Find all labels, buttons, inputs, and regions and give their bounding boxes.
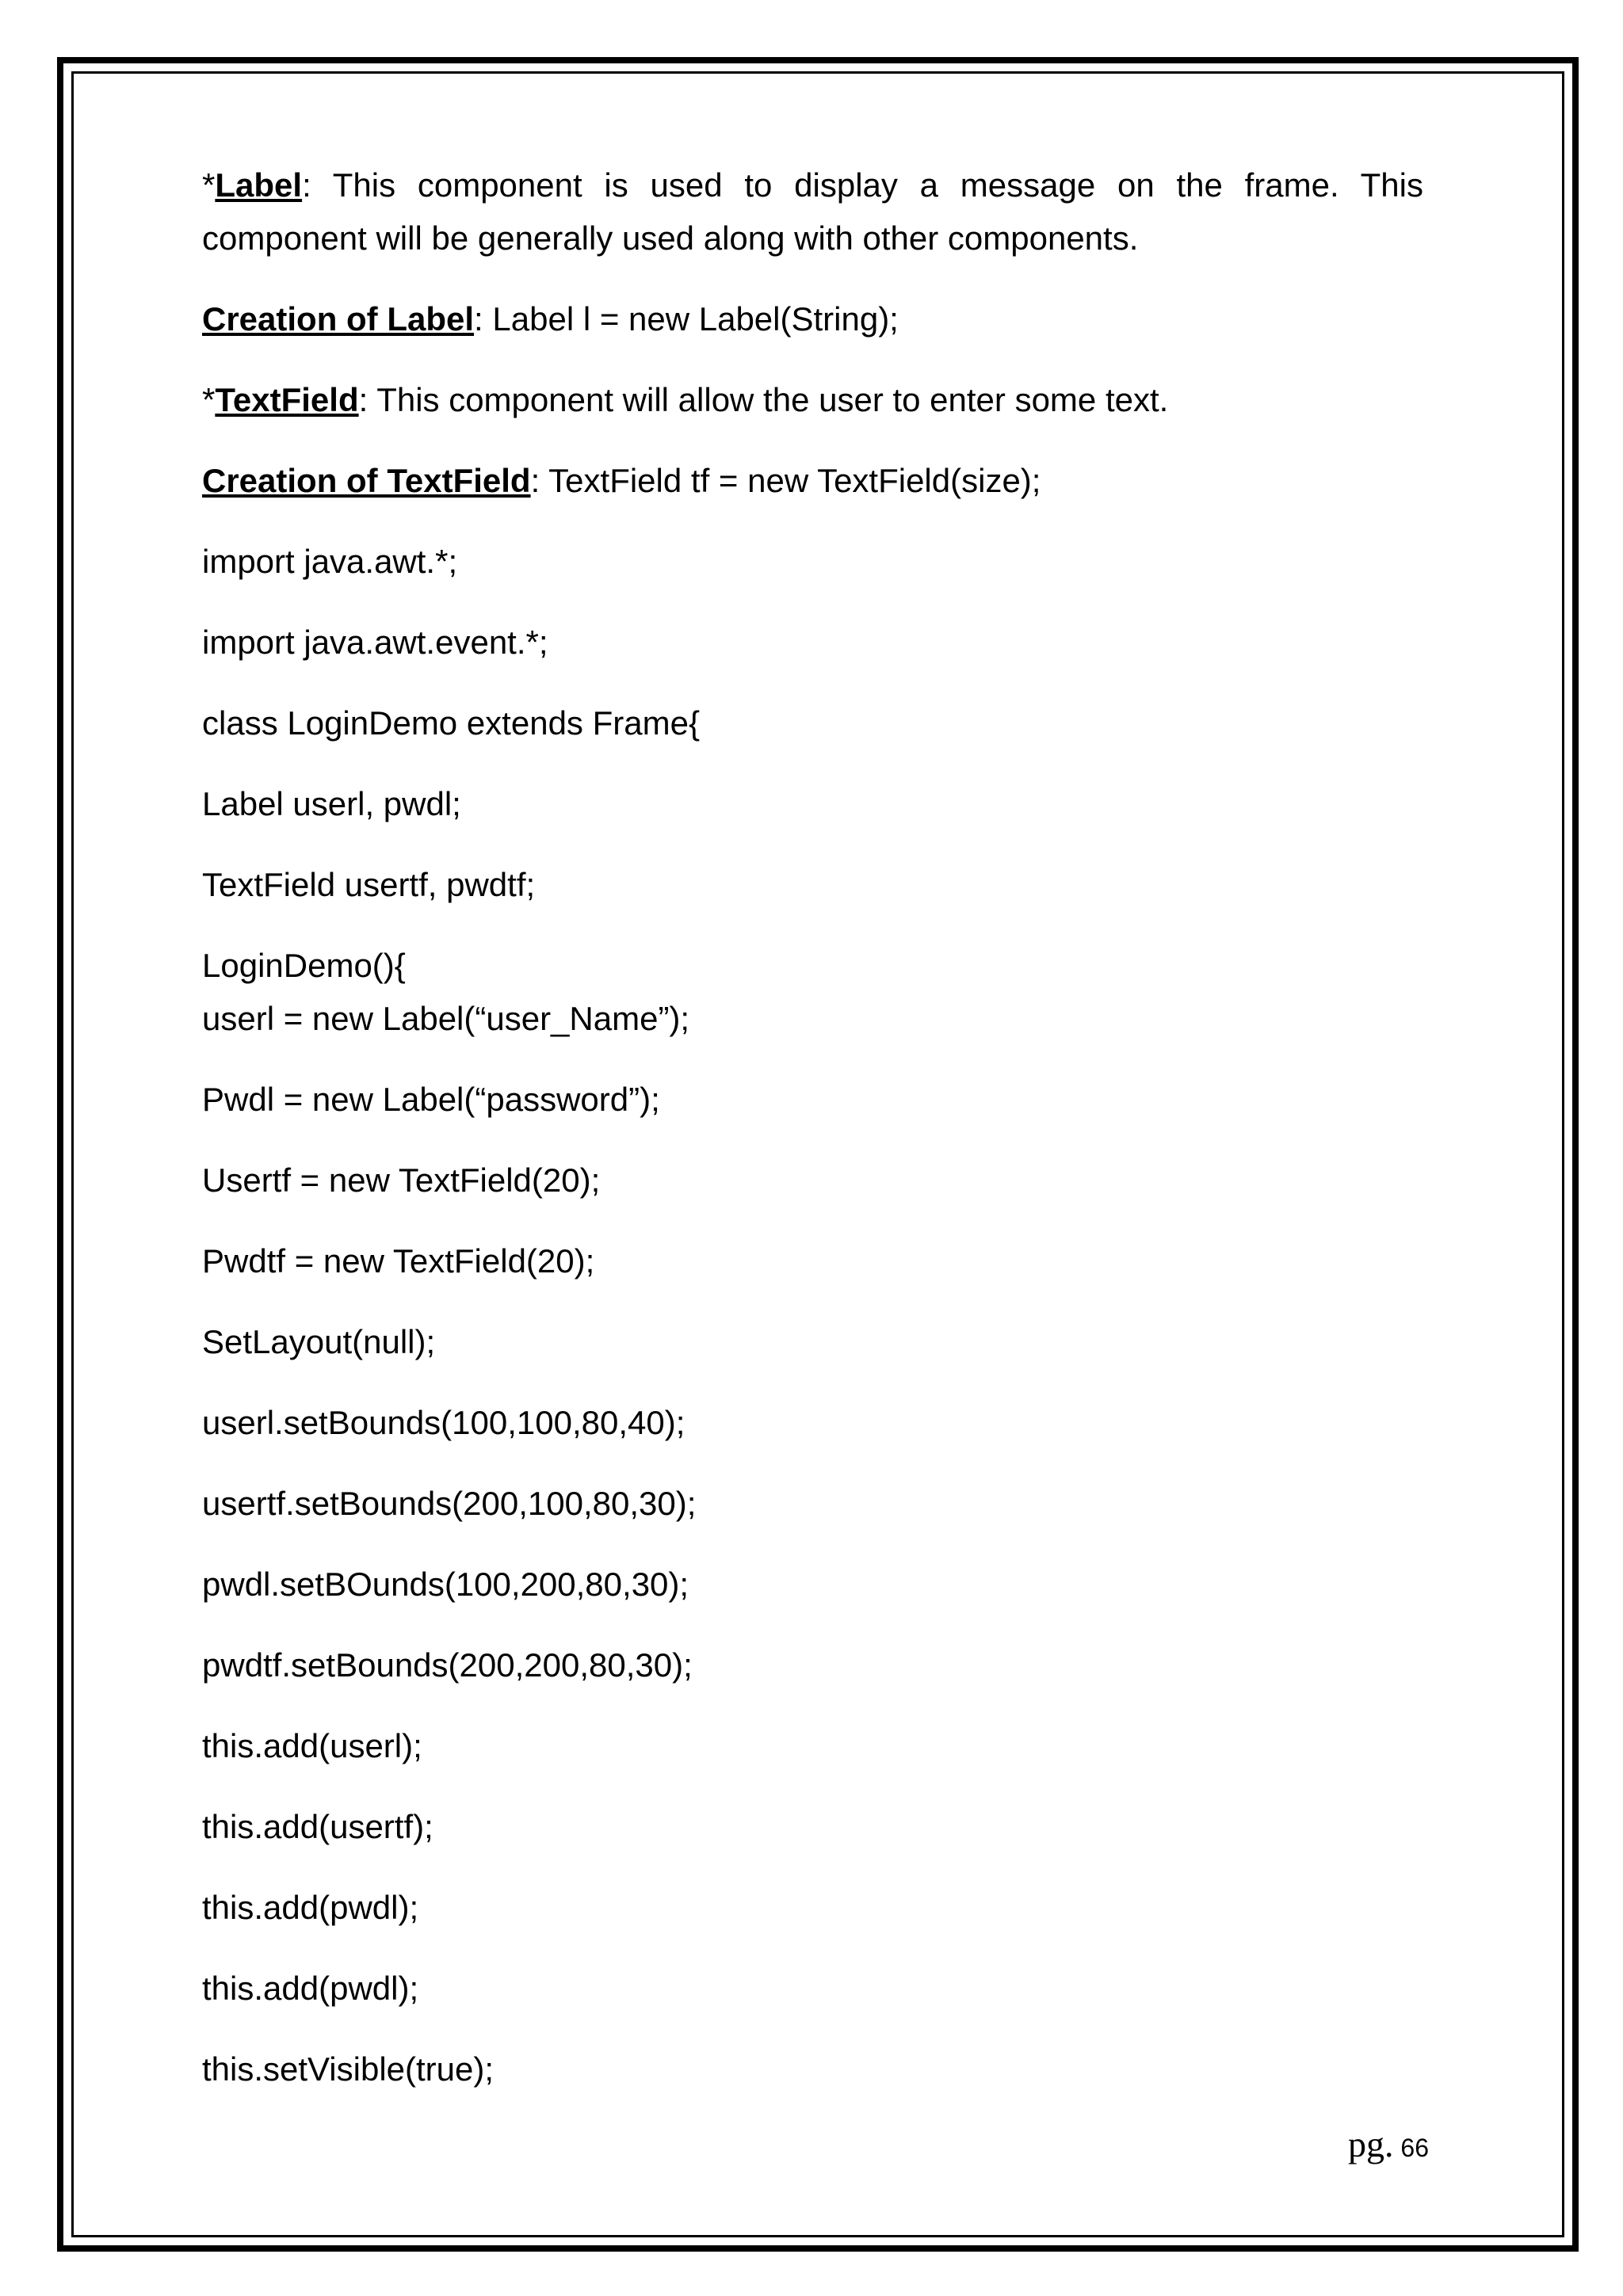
label-prefix: *: [202, 166, 216, 204]
page-number-value: 66: [1400, 2134, 1429, 2162]
code-line: pwdtf.setBounds(200,200,80,30);: [202, 1646, 693, 1684]
label-definition-text: : This component is used to display a message on the frame. This component will be generally used along with other components.: [202, 166, 1423, 257]
textfield-term: TextField: [215, 381, 359, 418]
code-line: usertf.setBounds(200,100,80,30);: [202, 1485, 697, 1522]
textfield-prefix: *: [202, 381, 216, 418]
textfield-creation-text: : TextField tf = new TextField(size);: [530, 462, 1041, 499]
code-line: this.add(pwdl);: [202, 1889, 419, 1926]
code-line: pwdl.setBOunds(100,200,80,30);: [202, 1566, 689, 1603]
code-line: LoginDemo(){: [202, 947, 406, 984]
label-definition: [202, 158, 1423, 265]
code-line: TextField usertf, pwdtf;: [202, 866, 536, 903]
label-creation: [202, 292, 1423, 345]
code-line: Pwdl = new Label(“password”);: [202, 1081, 660, 1118]
code-line: userl.setBounds(100,100,80,40);: [202, 1404, 685, 1441]
code-line: this.setVisible(true);: [202, 2050, 495, 2088]
code-line: this.add(userl);: [202, 1727, 422, 1764]
label-creation-term: Creation of Label: [202, 300, 475, 338]
code-line: this.add(usertf);: [202, 1808, 433, 1845]
code-line: import java.awt.event.*;: [202, 624, 548, 661]
code-line: import java.awt.*;: [202, 543, 458, 580]
label-term: Label: [215, 166, 303, 204]
page-content: [202, 158, 1423, 2123]
code-line: SetLayout(null);: [202, 1323, 436, 1360]
code-line: Pwdtf = new TextField(20);: [202, 1242, 595, 1280]
code-line: Label userl, pwdl;: [202, 785, 461, 822]
label-creation-text: : Label l = new Label(String);: [474, 300, 899, 338]
textfield-creation: [202, 454, 1423, 507]
code-line: Usertf = new TextField(20);: [202, 1161, 601, 1199]
code-line: userl = new Label(“user_Name”);: [202, 1000, 690, 1037]
textfield-definition: [202, 373, 1423, 426]
page-number-label: pg.: [1348, 2124, 1394, 2164]
code-line: class LoginDemo extends Frame{: [202, 704, 700, 742]
textfield-definition-text: : This component will allow the user to enter some text.: [358, 381, 1169, 418]
textfield-creation-term: Creation of TextField: [202, 462, 531, 499]
code-line: this.add(pwdl);: [202, 1970, 419, 2007]
page-number: [1348, 2123, 1429, 2165]
